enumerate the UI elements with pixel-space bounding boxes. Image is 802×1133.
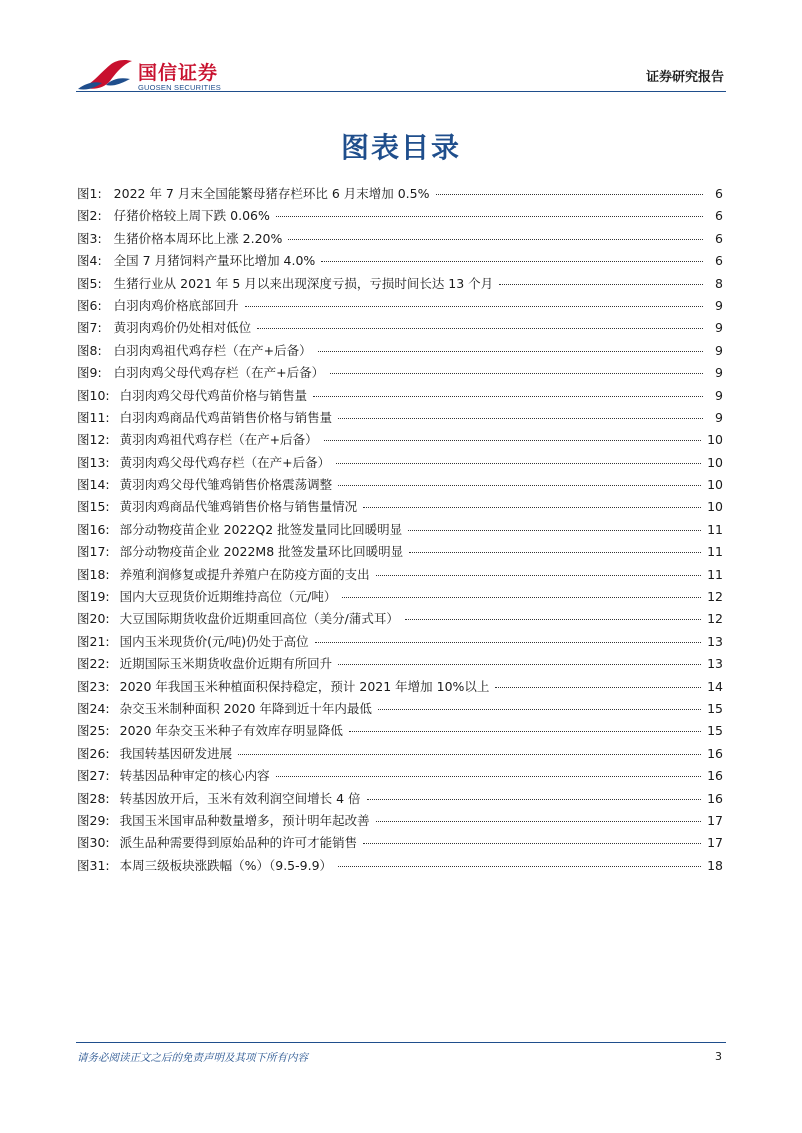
footer-disclaimer: 请务必阅读正文之后的免责声明及其项下所有内容	[77, 1052, 308, 1064]
toc-figure-title: 黄羽肉鸡商品代雏鸡销售价格与销售量情况	[119, 499, 358, 515]
toc-dot-leader	[330, 373, 703, 374]
toc-page-number: 10	[707, 477, 723, 493]
toc-page-number: 16	[707, 745, 723, 761]
toc-figure-title: 2020 年杂交玉米种子有效库存明显降低	[119, 723, 343, 739]
toc-dot-leader	[321, 261, 703, 262]
toc-dot-leader	[367, 799, 702, 800]
toc-dot-leader	[409, 552, 701, 553]
toc-entry[interactable]	[77, 766, 723, 788]
toc-entry[interactable]	[77, 184, 723, 206]
toc-figure-number: 图12:	[77, 432, 110, 448]
toc-page-number: 16	[707, 768, 723, 784]
toc-figure-title: 部分动物疫苗企业 2022Q2 批签发量同比回暖明显	[119, 521, 403, 537]
toc-entry[interactable]	[77, 430, 723, 452]
toc-figure-title: 国内玉米现货价(元/吨)仍处于高位	[119, 633, 309, 649]
toc-page-number: 13	[707, 633, 723, 649]
toc-dot-leader	[276, 776, 701, 777]
toc-entry[interactable]	[77, 274, 723, 296]
toc-figure-title: 转基因放开后，玉米有效利润空间增长 4 倍	[119, 790, 361, 806]
toc-dot-leader	[349, 731, 701, 732]
toc-figure-title: 转基因品种审定的核心内容	[119, 768, 270, 784]
toc-page-number: 6	[715, 230, 723, 246]
toc-figure-number: 图23:	[77, 678, 110, 694]
toc-figure-number: 图24:	[77, 700, 110, 716]
toc-dot-leader	[376, 821, 701, 822]
toc-figure-title: 生猪行业从 2021 年 5 月以来出现深度亏损，亏损时间长达 13 个月	[113, 275, 494, 291]
toc-entry[interactable]	[77, 318, 723, 340]
page-title: 图表目录	[340, 131, 461, 164]
toc-dot-leader	[288, 239, 703, 240]
toc-entry[interactable]	[77, 453, 723, 475]
toc-figure-number: 图6:	[77, 297, 102, 313]
toc-dot-leader	[378, 709, 701, 710]
toc-page-number: 6	[715, 186, 723, 201]
toc-figure-number: 图28:	[77, 790, 110, 806]
toc-dot-leader	[318, 351, 703, 352]
toc-entry[interactable]	[77, 206, 723, 228]
toc-dot-leader	[436, 194, 704, 195]
toc-page-number: 6	[715, 253, 723, 269]
toc-dot-leader	[363, 843, 701, 844]
toc-figure-title: 白羽肉鸡父母代鸡苗价格与销售量	[119, 387, 308, 403]
toc-page-number: 11	[707, 544, 723, 560]
toc-figure-number: 图29:	[77, 812, 110, 828]
toc-dot-leader	[338, 418, 703, 419]
toc-page-number: 15	[707, 700, 723, 716]
toc-dot-leader	[338, 485, 701, 486]
toc-figure-number: 图16:	[77, 521, 110, 537]
toc-page-number: 8	[715, 275, 723, 291]
guosen-logo	[76, 57, 226, 95]
toc-figure-number: 图25:	[77, 723, 110, 739]
toc-dot-leader	[324, 440, 701, 441]
toc-entry[interactable]	[77, 520, 723, 542]
toc-dot-leader	[499, 284, 703, 285]
toc-entry[interactable]	[77, 386, 723, 408]
toc-figure-number: 图13:	[77, 454, 110, 470]
page-number: 3	[715, 1050, 722, 1063]
toc-dot-leader	[315, 642, 702, 643]
toc-page-number: 15	[707, 723, 723, 739]
toc-figure-title: 白羽肉鸡价格底部回升	[113, 297, 239, 313]
toc-dot-leader	[342, 597, 701, 598]
toc-entry[interactable]	[77, 251, 723, 273]
toc-figure-number: 图27:	[77, 768, 110, 784]
toc-page-number: 6	[715, 208, 723, 224]
guosen-logo-icon	[76, 57, 134, 93]
toc-page-number: 10	[707, 454, 723, 470]
toc-figure-number: 图19:	[77, 589, 110, 605]
report-type-label: 证券研究报告	[645, 70, 724, 85]
toc-figure-title: 白羽肉鸡商品代鸡苗销售价格与销售量	[119, 409, 333, 425]
toc-entry[interactable]	[77, 632, 723, 654]
toc-dot-leader	[405, 619, 701, 620]
toc-figure-number: 图8:	[77, 342, 102, 358]
toc-entry[interactable]	[77, 475, 723, 497]
toc-dot-leader	[408, 530, 701, 531]
toc-dot-leader	[238, 754, 701, 755]
toc-figure-number: 图20:	[77, 611, 110, 627]
toc-page-number: 10	[707, 432, 723, 448]
toc-figure-title: 全国 7 月猪饲料产量环比增加 4.0%	[113, 253, 316, 269]
toc-figure-number: 图17:	[77, 544, 110, 560]
toc-entry[interactable]	[77, 609, 723, 631]
toc-figure-title: 大豆国际期货收盘价近期重回高位（美分/蒲式耳）	[119, 611, 399, 627]
toc-entry[interactable]	[77, 565, 723, 587]
toc-figure-number: 图10:	[77, 387, 110, 403]
toc-figure-title: 2022 年 7 月末全国能繁母猪存栏环比 6 月末增加 0.5%	[113, 186, 430, 201]
toc-entry[interactable]	[77, 497, 723, 519]
toc-dot-leader	[245, 306, 703, 307]
toc-dot-leader	[376, 575, 701, 576]
toc-page-number: 9	[715, 320, 723, 336]
toc-entry[interactable]	[77, 587, 723, 609]
toc-figure-title: 生猪价格本周环比上涨 2.20%	[113, 230, 283, 246]
toc-figure-number: 图2:	[77, 208, 102, 224]
toc-entry[interactable]	[77, 811, 723, 833]
toc-entry[interactable]	[77, 677, 723, 699]
toc-entry[interactable]	[77, 699, 723, 721]
toc-entry[interactable]	[77, 789, 723, 811]
toc-entry[interactable]	[77, 654, 723, 676]
toc-page-number: 10	[707, 499, 723, 515]
toc-figure-number: 图18:	[77, 566, 110, 582]
toc-page-number: 18	[707, 857, 723, 873]
toc-figure-number: 图1:	[77, 186, 102, 201]
toc-figure-title: 黄羽肉鸡祖代鸡存栏（在产+后备）	[119, 432, 318, 448]
toc-figure-number: 图14:	[77, 477, 110, 493]
toc-page-number: 9	[715, 297, 723, 313]
toc-page-number: 9	[715, 409, 723, 425]
toc-dot-leader	[495, 687, 701, 688]
toc-dot-leader	[338, 664, 701, 665]
toc-page-number: 11	[707, 566, 723, 582]
toc-entry[interactable]	[77, 856, 723, 878]
toc-page-number: 11	[707, 521, 723, 537]
toc-figure-title: 2020 年我国玉米种植面积保持稳定，预计 2021 年增加 10%以上	[119, 678, 490, 694]
toc-figure-title: 部分动物疫苗企业 2022M8 批签发量环比回暖明显	[119, 544, 404, 560]
logo-chinese-name: 国信证券	[138, 62, 219, 84]
page-header	[0, 0, 802, 100]
toc-figure-number: 图21:	[77, 633, 110, 649]
toc-figure-title: 仔猪价格较上周下跌 0.06%	[113, 208, 270, 224]
toc-figure-number: 图22:	[77, 656, 110, 672]
toc-figure-title: 派生品种需要得到原始品种的许可才能销售	[119, 835, 358, 851]
toc-dot-leader	[338, 866, 701, 867]
toc-figure-number: 图5:	[77, 275, 102, 291]
toc-entry[interactable]	[77, 744, 723, 766]
toc-figure-title: 黄羽肉鸡父母代鸡存栏（在产+后备）	[119, 454, 331, 470]
toc-dot-leader	[257, 328, 703, 329]
toc-dot-leader	[313, 396, 703, 397]
toc-page-number: 9	[715, 387, 723, 403]
toc-figure-title: 黄羽肉鸡父母代雏鸡销售价格震荡调整	[119, 477, 333, 493]
toc-figure-title: 养殖利润修复或提升养殖户在防疫方面的支出	[119, 566, 370, 582]
toc-figure-title: 杂交玉米制种面积 2020 年降到近十年内最低	[119, 700, 372, 716]
toc-figure-number: 图30:	[77, 835, 110, 851]
toc-entry[interactable]	[77, 296, 723, 318]
logo-english-name: GUOSEN SECURITIES	[138, 83, 221, 92]
toc-page-number: 12	[707, 611, 723, 627]
toc-figure-title: 近期国际玉米期货收盘价近期有所回升	[119, 656, 333, 672]
toc-figure-number: 图4:	[77, 253, 102, 269]
toc-figure-title: 我国玉米国审品种数量增多，预计明年起改善	[119, 812, 370, 828]
header-divider	[76, 91, 726, 92]
toc-page-number: 13	[707, 656, 723, 672]
toc-figure-number: 图26:	[77, 745, 110, 761]
toc-entry[interactable]	[77, 363, 723, 385]
toc-figure-title: 白羽肉鸡父母代鸡存栏（在产+后备）	[113, 365, 325, 381]
figure-table-of-contents	[77, 184, 723, 878]
toc-entry[interactable]	[77, 229, 723, 251]
toc-page-number: 17	[707, 835, 723, 851]
toc-figure-title: 本周三级板块涨跌幅（%）（9.5-9.9）	[119, 857, 333, 873]
toc-figure-number: 图9:	[77, 365, 102, 381]
toc-page-number: 17	[707, 812, 723, 828]
toc-entry[interactable]	[77, 408, 723, 430]
toc-dot-leader	[336, 463, 701, 464]
toc-figure-number: 图31:	[77, 857, 110, 873]
toc-entry[interactable]	[77, 542, 723, 564]
toc-figure-number: 图3:	[77, 230, 102, 246]
toc-dot-leader	[276, 216, 703, 217]
toc-figure-title: 黄羽肉鸡价仍处相对低位	[113, 320, 252, 336]
toc-entry[interactable]	[77, 833, 723, 855]
toc-figure-number: 图7:	[77, 320, 102, 336]
toc-page-number: 9	[715, 365, 723, 381]
toc-figure-number: 图15:	[77, 499, 110, 515]
toc-dot-leader	[363, 507, 701, 508]
toc-page-number: 14	[707, 678, 723, 694]
toc-figure-title: 白羽肉鸡祖代鸡存栏（在产+后备）	[113, 342, 312, 358]
toc-entry[interactable]	[77, 341, 723, 363]
toc-page-number: 9	[715, 342, 723, 358]
toc-page-number: 12	[707, 589, 723, 605]
toc-figure-title: 国内大豆现货价近期维持高位（元/吨）	[119, 589, 337, 605]
toc-figure-number: 图11:	[77, 409, 110, 425]
footer-divider	[76, 1042, 726, 1043]
toc-page-number: 16	[707, 790, 723, 806]
toc-entry[interactable]	[77, 721, 723, 743]
toc-figure-title: 我国转基因研发进展	[119, 745, 233, 761]
